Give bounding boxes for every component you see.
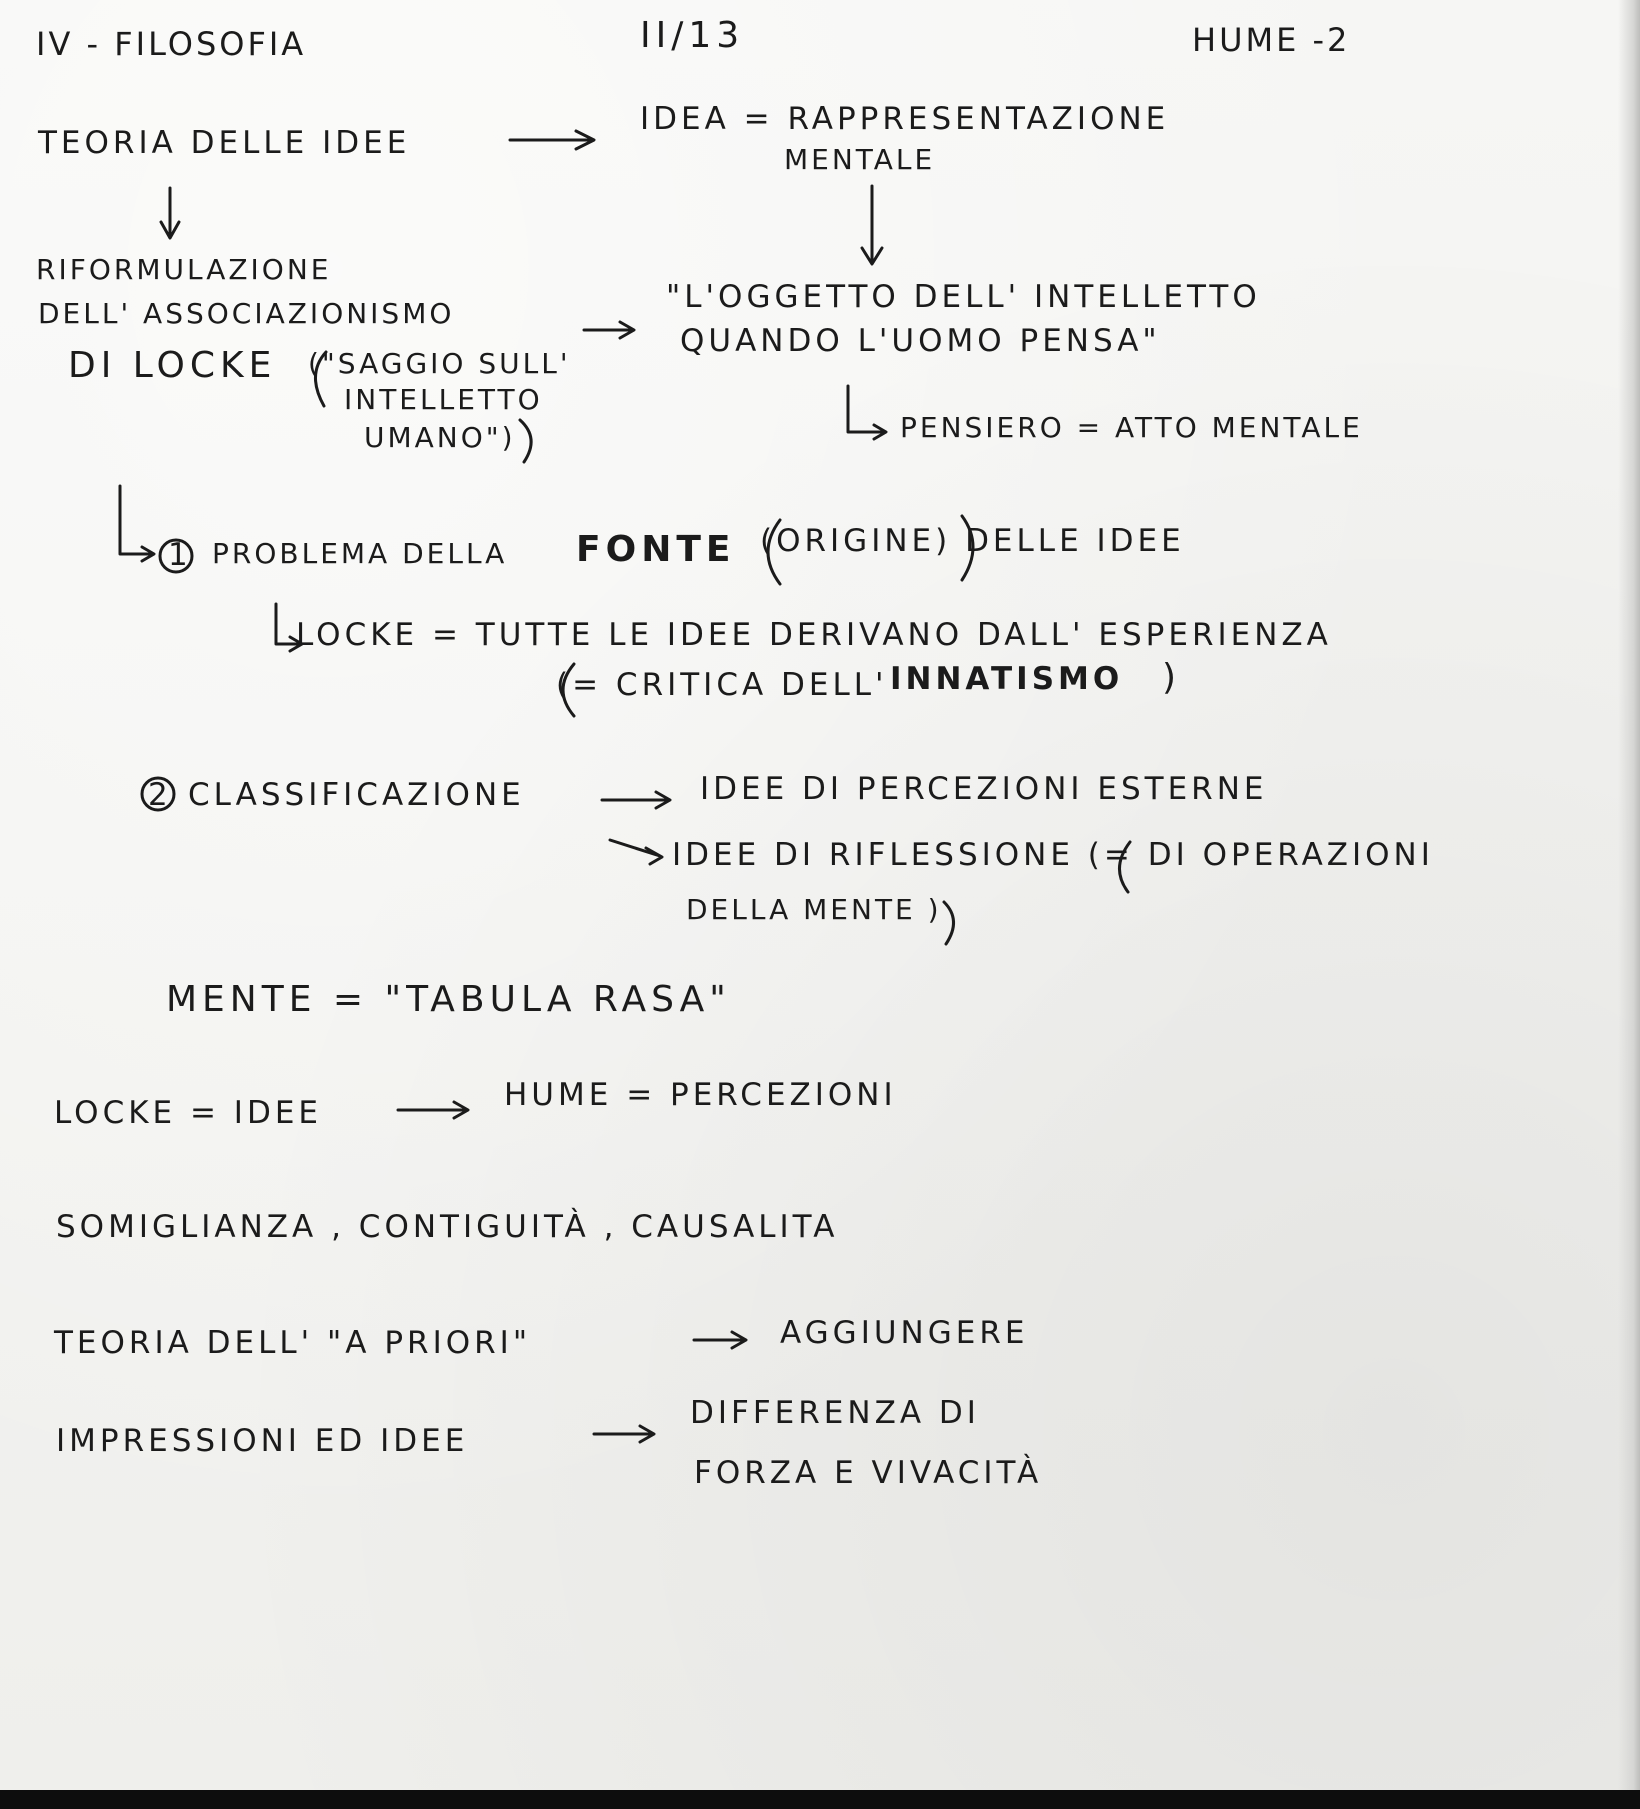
classificazione-item2-line1: IDEE DI RIFLESSIONE (= DI OPERAZIONI	[672, 837, 1434, 873]
origine-close-bracket	[962, 516, 973, 580]
arrow-apriori-to-aggiungere	[694, 1332, 746, 1348]
locke-idee: LOCKE = IDEE	[54, 1095, 322, 1131]
page-edge-shadow	[1618, 0, 1640, 1790]
arrow-l-locke	[276, 604, 302, 651]
topic-label: HUME -2	[1192, 21, 1351, 59]
critica-text: (= CRITICA DELL'	[556, 667, 888, 703]
riformulazione-line2: DELL' ASSOCIAZIONISMO	[38, 297, 455, 330]
arrow-down-idea	[862, 186, 882, 264]
problema-origine: (ORIGINE) DELLE IDEE	[760, 523, 1185, 559]
scan-bottom-border	[0, 1790, 1640, 1809]
a-priori-theory: TEORIA DELL' "A PRIORI"	[54, 1325, 532, 1361]
critica-close: )	[1162, 657, 1182, 698]
aggiungere-note: AGGIUNGERE	[780, 1315, 1029, 1351]
differenza-line1: DIFFERENZA DI	[690, 1395, 980, 1431]
arrow-down-teoria	[161, 188, 179, 238]
oggetto-quote-line2: QUANDO L'UOMO PENSA"	[680, 323, 1161, 359]
riflessione-close-bracket	[944, 902, 954, 944]
arrow-l-problema	[120, 486, 154, 561]
impressioni-idee: IMPRESSIONI ED IDEE	[56, 1423, 469, 1459]
classificazione-label: CLASSIFICAZIONE	[188, 777, 525, 813]
arrow-impressioni-to-differenza	[594, 1426, 654, 1442]
innatismo-emphasis: INNATISMO	[890, 661, 1124, 697]
problema-number: 1	[168, 537, 192, 573]
classificazione-item2-line2: DELLA MENTE )	[686, 893, 942, 926]
page-number: II/13	[640, 15, 745, 56]
arrow-locke-to-hume	[398, 1102, 468, 1118]
saggio-line2: INTELLETTO	[344, 383, 543, 416]
association-principles: SOMIGLIANZA , CONTIGUITÀ , CAUSALITA	[56, 1209, 839, 1245]
classificazione-item1: IDEE DI PERCEZIONI ESTERNE	[700, 771, 1268, 807]
arrow-teoria-to-idea	[510, 131, 594, 149]
arrow-l-pensiero	[848, 386, 886, 439]
saggio-open-bracket	[315, 352, 326, 406]
arrow-classificazione-riflessione	[610, 840, 662, 864]
mente-tabula-rasa: MENTE = "TABULA RASA"	[166, 979, 731, 1020]
circle-number-2	[142, 777, 174, 813]
fonte-emphasis: FONTE	[576, 529, 736, 570]
problema-text: PROBLEMA DELLA	[212, 537, 508, 570]
origine-open-bracket	[768, 520, 780, 584]
idea-definition-line1: IDEA = RAPPRESENTAZIONE	[640, 101, 1170, 137]
arrow-riformulazione-to-oggetto	[584, 322, 634, 338]
hume-percezioni: HUME = PERCEZIONI	[504, 1077, 897, 1113]
differenza-line2: FORZA E VIVACITÀ	[694, 1455, 1043, 1491]
saggio-line1: ("SAGGIO SULL'	[308, 347, 571, 380]
saggio-close-bracket	[520, 420, 531, 462]
riformulazione-line1: RIFORMULAZIONE	[36, 253, 332, 286]
critica-open-bracket	[563, 664, 574, 716]
course-label: IV - FILOSOFIA	[36, 25, 307, 63]
riformulazione-line3: DI LOCKE	[68, 345, 277, 386]
riflessione-open-bracket	[1119, 842, 1130, 892]
pensiero-definition: PENSIERO = ATTO MENTALE	[900, 411, 1363, 444]
circle-number-1	[160, 537, 192, 573]
classificazione-number: 2	[148, 777, 172, 813]
oggetto-quote-line1: "L'OGGETTO DELL' INTELLETTO	[666, 279, 1261, 315]
idea-definition-line2: MENTALE	[784, 143, 936, 176]
teoria-idee-heading: TEORIA DELLE IDEE	[38, 125, 411, 161]
saggio-line3: UMANO")	[364, 421, 516, 454]
locke-esperienza: LOCKE = TUTTE LE IDEE DERIVANO DALL' ESPERIENZA	[296, 617, 1332, 653]
arrow-classificazione-esterne	[602, 792, 670, 808]
